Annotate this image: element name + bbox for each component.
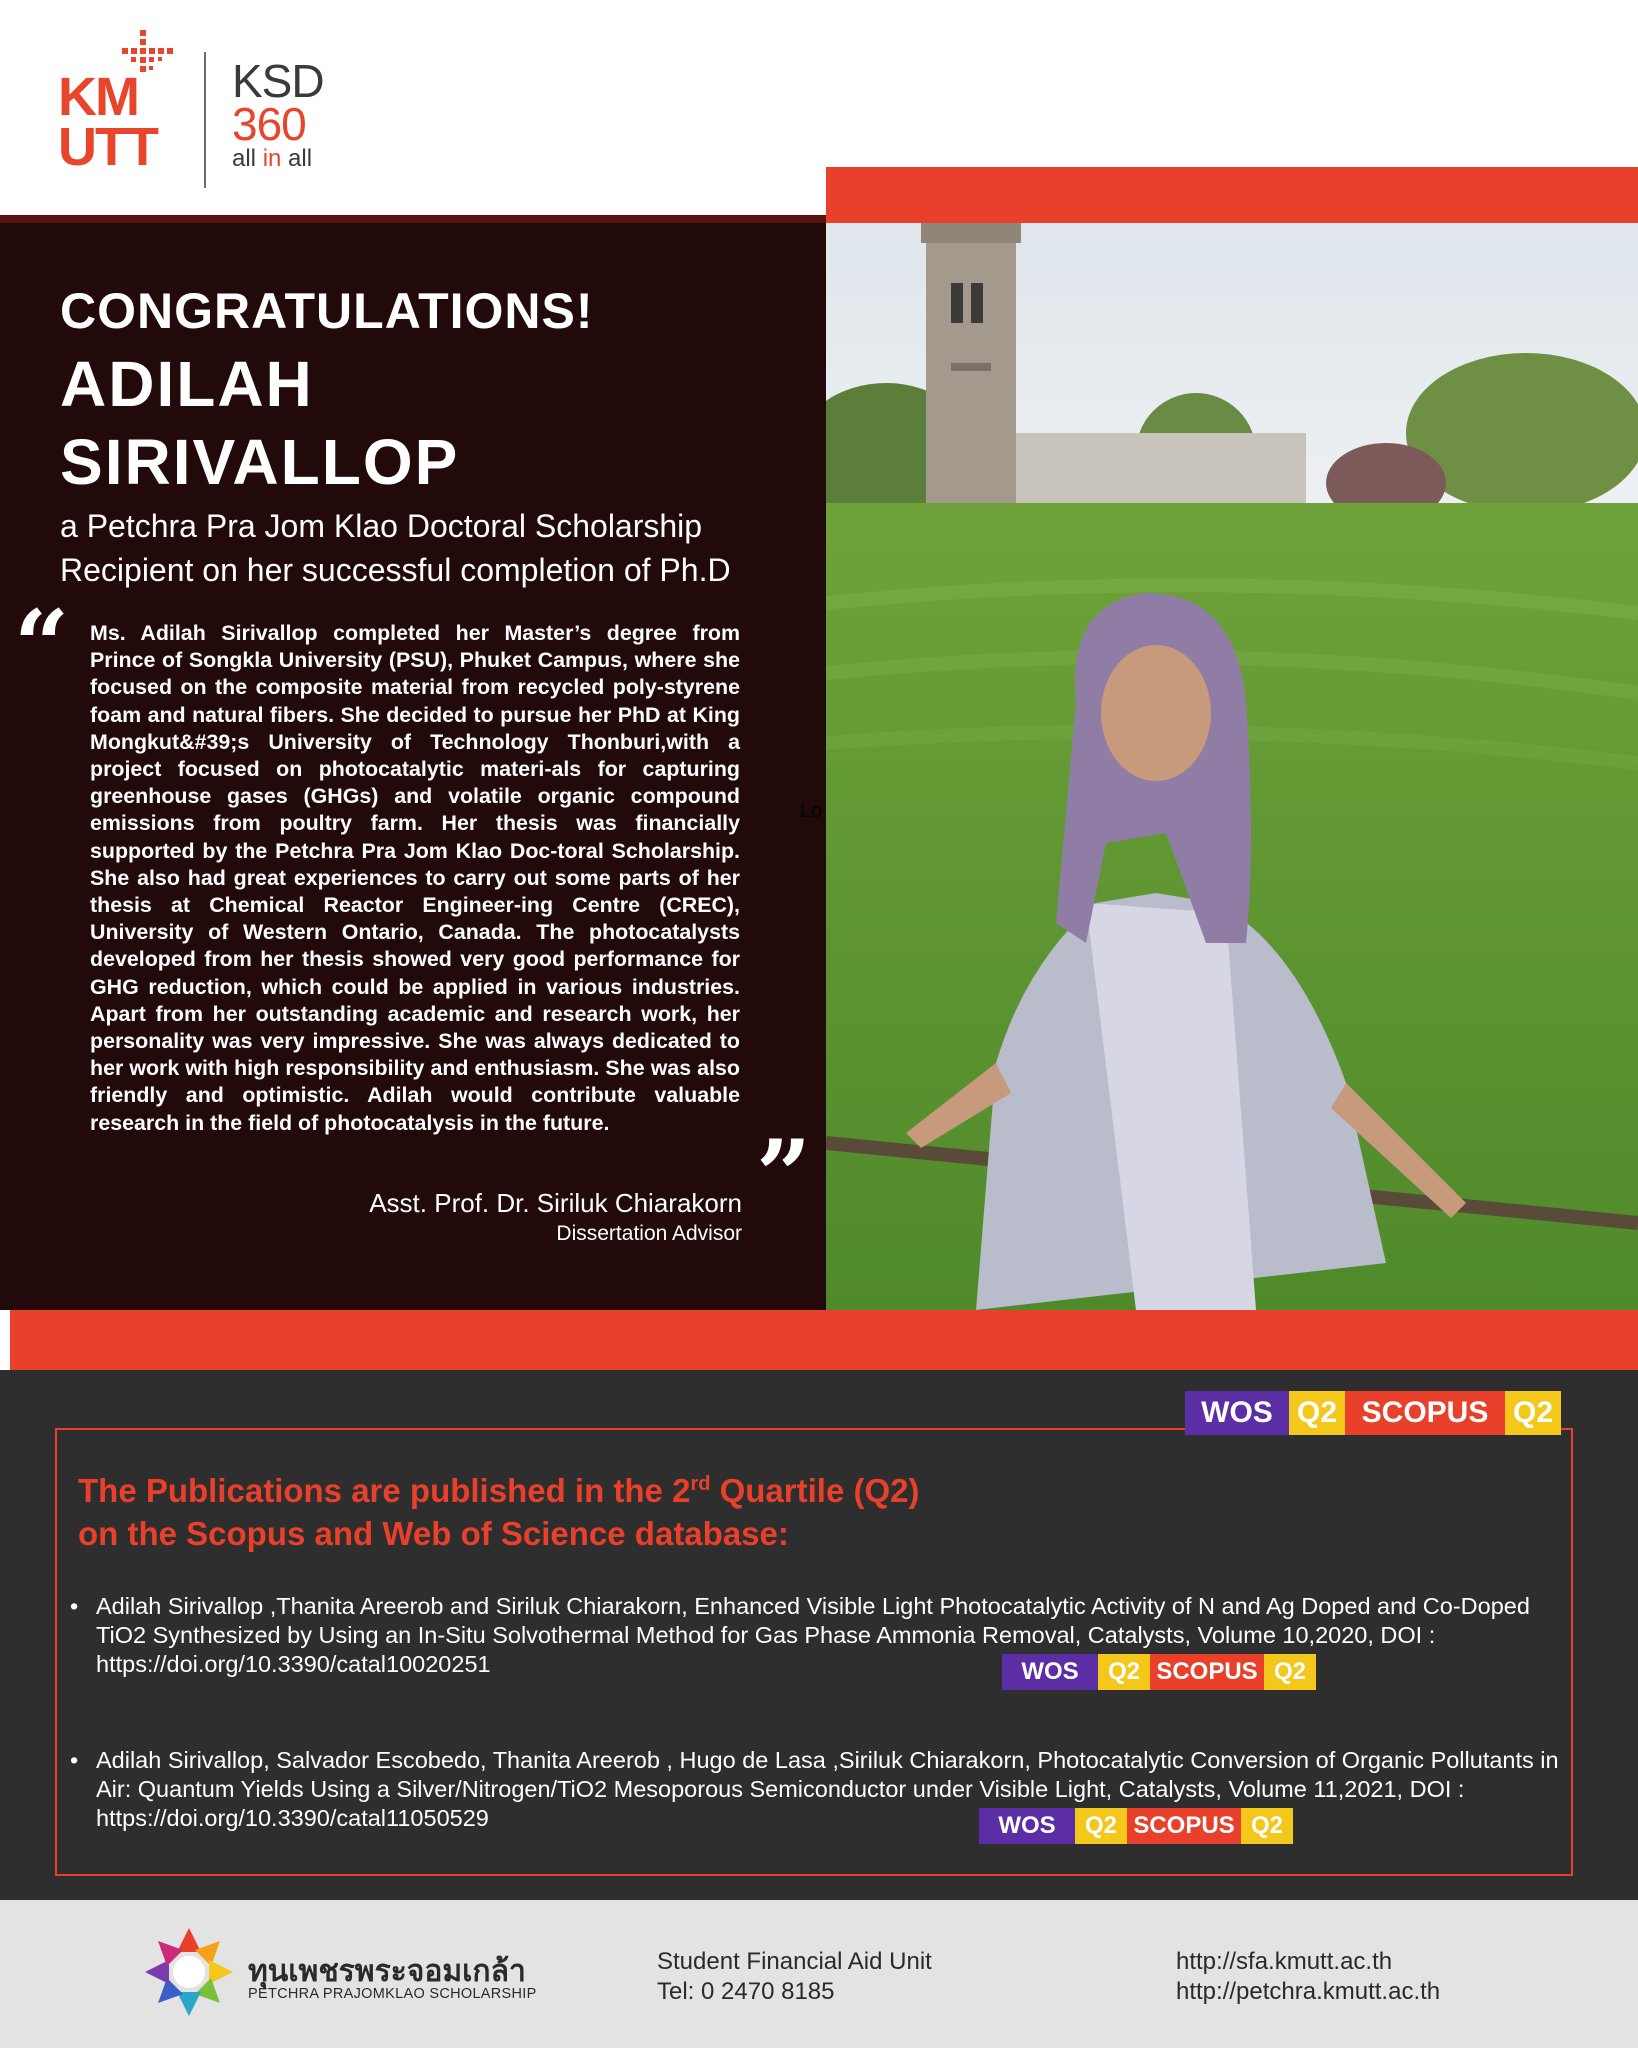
recipient-last-name: SIRIVALLOP (60, 426, 460, 498)
scopus-badge: SCOPUS (1127, 1808, 1241, 1844)
feature-panel-topline (0, 215, 826, 223)
photo-illustration (826, 223, 1638, 1310)
scopus-badge: SCOPUS (1150, 1654, 1264, 1690)
wos-badge: WOS (1002, 1654, 1098, 1690)
close-quote-icon: ” (756, 1119, 812, 1232)
recipient-first-name: ADILAH (60, 348, 314, 420)
red-accent-strip-top (826, 167, 1638, 223)
kmutt-logo (58, 30, 188, 177)
scopus-badge: SCOPUS (1345, 1391, 1505, 1435)
q2-badge: Q2 (1098, 1654, 1150, 1690)
index-badge-pub-2 (979, 1808, 1293, 1844)
ksd-tagline: all in all (232, 145, 313, 172)
aid-unit-name: Student Financial Aid Unit (657, 1948, 932, 1975)
sfa-url[interactable]: http://sfa.kmutt.ac.th (1176, 1948, 1393, 1975)
q2-badge: Q2 (1264, 1654, 1316, 1690)
open-quote-icon: “ (14, 589, 70, 702)
q2-badge: Q2 (1241, 1808, 1293, 1844)
subtitle-line-1: a Petchra Pra Jom Klao Doctoral Scholarship (60, 508, 703, 544)
wos-badge: WOS (979, 1808, 1075, 1844)
advisor-name: Asst. Prof. Dr. Siriluk Chiarakorn (369, 1188, 742, 1218)
scholarship-thai-name: ทุนเพชรพระจอมเกล้า (248, 1955, 526, 1988)
subtitle-line-2: Recipient on her successful completion of Ph.D (60, 552, 731, 588)
kmutt-wordmark: KM UTT (58, 67, 157, 177)
index-badge-pub-1 (1002, 1654, 1316, 1690)
advisor-role: Dissertation Advisor (556, 1222, 742, 1245)
petchra-url[interactable]: http://petchra.kmutt.ac.th (1176, 1978, 1441, 2005)
wos-badge: WOS (1185, 1391, 1289, 1435)
petchra-flower-icon (143, 1926, 235, 2018)
publication-citation: Adilah Sirivallop ,Thanita Areerob and Siriluk Chiarakorn, Enhanced Visible Light Photocatalytic Activity of N and Ag Doped and Co-Doped TiO2 Synthesized by Using an In-Situ Solvothermal Method for Gas Phase Ammonia Removal, Catalysts, Volume 10,2020, DOI : https://doi.org/10.3390/catal10020251 (96, 1593, 1530, 1677)
graduate-photo (826, 223, 1638, 1310)
index-badge-main (1185, 1391, 1561, 1435)
red-accent-strip-bottom (10, 1310, 1638, 1370)
q2-badge: Q2 (1505, 1391, 1561, 1435)
ksd360-logo (232, 55, 324, 174)
publication-item (70, 1746, 1570, 1833)
bullet: • (70, 1747, 79, 1773)
stray-text: Lo (800, 800, 823, 822)
ksd-text: KSD (232, 55, 324, 107)
congratulations-heading: CONGRATULATIONS! (60, 283, 594, 339)
aid-unit-tel: Tel: 0 2470 8185 (657, 1978, 835, 2005)
ksd-360-text: 360 (232, 98, 306, 150)
q2-badge: Q2 (1289, 1391, 1345, 1435)
advisor-quote: Ms. Adilah Sirivallop completed her Master’s degree from Prince of Songkla University (PSU), Phuket Campus, where she focused on the composite material from recycled poly-styrene foam and natural fibers. She decided to pursue her PhD at King Mongkut&#39;s University of Technology Thonburi,with a project focused on photocatalytic materi-als for capturing greenhouse gases (GHGs) and volatile organic compound emissions from poultry farm. Her thesis was financially supported by the Petchra Pra Jom Klao Doc-toral Scholarship. She also had great experiences to carry out some parts of her thesis at Chemical Reactor Engineer-ing Centre (CREC), University of Western Ontario, Canada. The photocatalysts developed from her thesis showed very good performance for GHG reduction, which could be applied in various industries. Apart from her outstanding academic and research work, her personality was very impressive. She was always dedicated to her work with high responsibility and enthusiasm. She was also friendly and optimistic. Adilah would contribute valuable research in the field of photocatalysis in the future. (90, 621, 740, 1135)
publications-heading: The Publications are published in the 2rd Quartile (Q2) (78, 1472, 920, 1509)
publications-heading-line-2: on the Scopus and Web of Science database: (78, 1515, 789, 1552)
publication-item (70, 1592, 1570, 1679)
scholarship-english-name: PETCHRA PRAJOMKLAO SCHOLARSHIP (248, 1986, 537, 2002)
logo-divider (204, 52, 206, 188)
publication-citation: Adilah Sirivallop, Salvador Escobedo, Thanita Areerob , Hugo de Lasa ,Siriluk Chiarakorn, Photocatalytic Conversion of Organic Pollutants in Air: Quantum Yields Using a Silver/Nitrogen/TiO2 Mesoporous Semiconductor under Visible Light, Catalysts, Volume 11,2021, DOI : https://doi.org/10.3390/catal11050529 (96, 1747, 1559, 1831)
q2-badge: Q2 (1075, 1808, 1127, 1844)
bullet: • (70, 1593, 79, 1619)
